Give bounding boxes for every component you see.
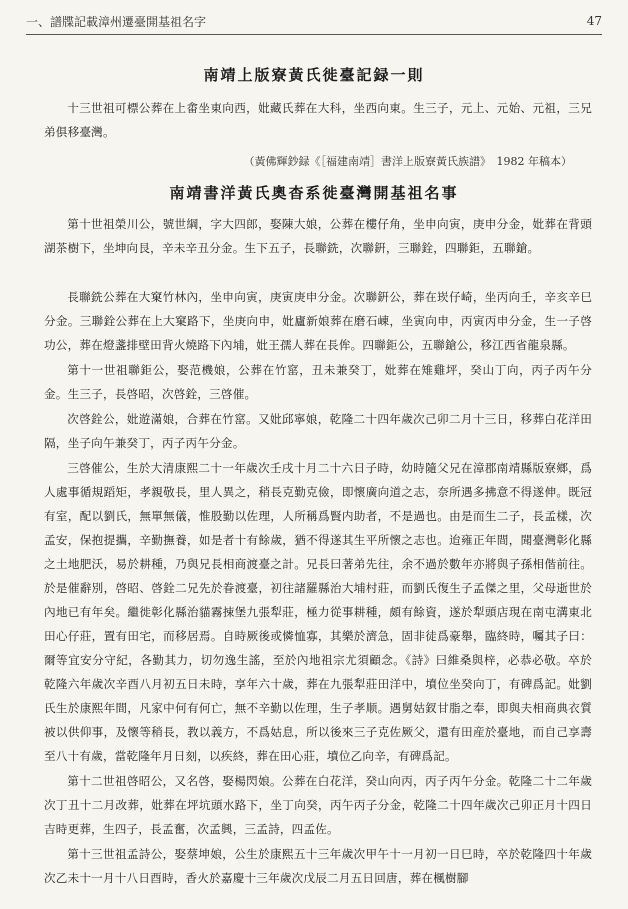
section2-title: 南靖書洋黃氏奧杳系徙臺灣開基祖名事: [169, 184, 459, 202]
section1-source: （黃佛輝鈔録《［福建南靖］書洋上版寮黃氏族譜》 1982 年稿本）: [243, 155, 572, 168]
running-header: [26, 10, 602, 32]
section2-paragraph-4: 次啓銓公，妣遊滿娘，合葬在竹窰。又妣邱寧娘，乾隆二十四年歲次己卯二月十三日，移葬白花洋田隔，坐子向午兼癸丁，丙子丙午分金。: [44, 412, 592, 450]
section1-body: 十三世祖可標公葬在上畬坐東向西，妣藏氏葬在大科，坐西向東。生三子，元上、元始、元祖，三兄弟俱移臺灣。: [44, 101, 592, 139]
page-number: 47: [586, 14, 602, 28]
section1-title: 南靖上版寮黃氏徙臺記録一則: [203, 66, 425, 84]
section2-paragraph-1: 第十世祖榮川公，號世綱，字大四郎，娶陳大娘，公葬在樓仔角，坐申向寅，庚申分金，妣葬在背頭湖茶樹下，坐坤向艮，辛未辛丑分金。生下五子，長聯銑，次聯銒，三聯銓，四聯鉅，五聯鎗。: [44, 217, 592, 255]
section2-paragraph-2: 長聯銑公葬在大窠竹林內，坐申向寅，庚寅庚申分金。次聯銒公，葬在崁仔崎，坐丙向壬，辛亥辛巳分金。三聯銓公葬在上大窠路下，坐庚向申，妣廬新娘葬在磨石崠，坐寅向申，丙寅丙申分金，生一子啓功公，葬在燈盞排壁田背火燒路下內埔，妣王孺人葬在長侔。四聯鉅公，五聯鎗公，移江西省龍泉縣。: [44, 290, 592, 352]
section2-paragraph-5: 三啓催公，生於大清康熙二十一年歲次壬戌十月二十六日子時，幼時隨父兄在漳郡南靖縣版寮鄉，爲人處事循規蹈矩，孝親敬長，里人異之，稍長克勤克儉，即懷廣向道之志，奈所遇多拂意不得遂伸。既冠有室，配以劉氏，無單無儀，惟股勤以佐理，人所稱爲賢内助者，不是過也。由是而生二子，長孟樣，次孟安，保抱提攜，辛勤撫養，如是者十有餘歲，猶不得遂其生平所懷之志也。迨雍正年間，聞臺灣彰化縣之土地肥沃，易於耕種，乃與兄長相商渡臺之計。兄長曰著弟先往，余不過於數年亦將與子孫相偕前往。於是催辭別，啓昭、啓銓二兄先於眷渡臺，初往諸羅縣治大埔村莊，而劉氏復生子孟傑之里，父母逝世於內地已有年矣。繼徙彰化縣治貓霧捒堡九張犁莊，極力從事耕種，頗有餘資，遂於犁頭店現在南屯溝東北田心仔莊，置有田宅，而移居焉。自時厥後或憐恤寡，其樂於濟急，固非徒爲豪舉，臨終時，囑其子曰：爾等宜安分守紀，各勤其力，切勿逸生謠，至於內地祖宗尤須顧念。《詩》曰維桑與梓，必恭必敬。卒於乾隆六年歲次辛酉八月初五日未時，享年六十歲，葬在九張犁莊田洋中，墳位坐癸向丁，有碑爲記。妣劉氏生於康熙年間，凡家中何有何亡，無不辛勤以佐理，生子孝顺。遇舅姑釵甘脂之奉，即與夫相商典衣質被以供仰事，及懷等稍長，教以義方，不爲姑息，所以後來三子克佐厥父，還有田産於臺地，而自己享壽至八十有歲，當乾隆年月日刻，以疾終，葬在田心莊，墳位乙向辛，有碑爲記。: [44, 461, 592, 763]
header-rule: [26, 34, 602, 35]
running-header-title: 一、譜牒記載漳州遷臺開基祖名字: [26, 14, 207, 29]
section2-paragraph-6: 第十二世祖啓昭公，又名啓，娶楊閃娘。公葬在白花洋，癸山向丙，丙子丙午分金。乾隆二十二年歲次丁丑十二月改葬，妣葬在坪坑頭水路下，坐丁向癸，丙午丙子分金，乾隆二十四年歲次己卯正月十四日吉時更葬，生四子，長孟奮，次孟興，三孟詩，四孟佐。: [44, 774, 592, 836]
section2-paragraph-7: 第十三世祖孟詩公，娶蔡坤娘，公生於康熙五十三年歲次甲午十一月初一日巳時，卒於乾隆四十年歲次乙未十一月十八日酉時，香火於嘉慶十三年歲次戊辰二月五日回唐，葬在楓樹腳: [44, 847, 592, 885]
section2-paragraph-3: 第十一世祖聯鉅公，娶范機娘，公葬在竹窰，丑未兼癸丁，妣葬在雉雞坪，癸山丁向，丙子丙午分金。生三子，長啓昭，次啓銓，三啓催。: [44, 363, 592, 401]
